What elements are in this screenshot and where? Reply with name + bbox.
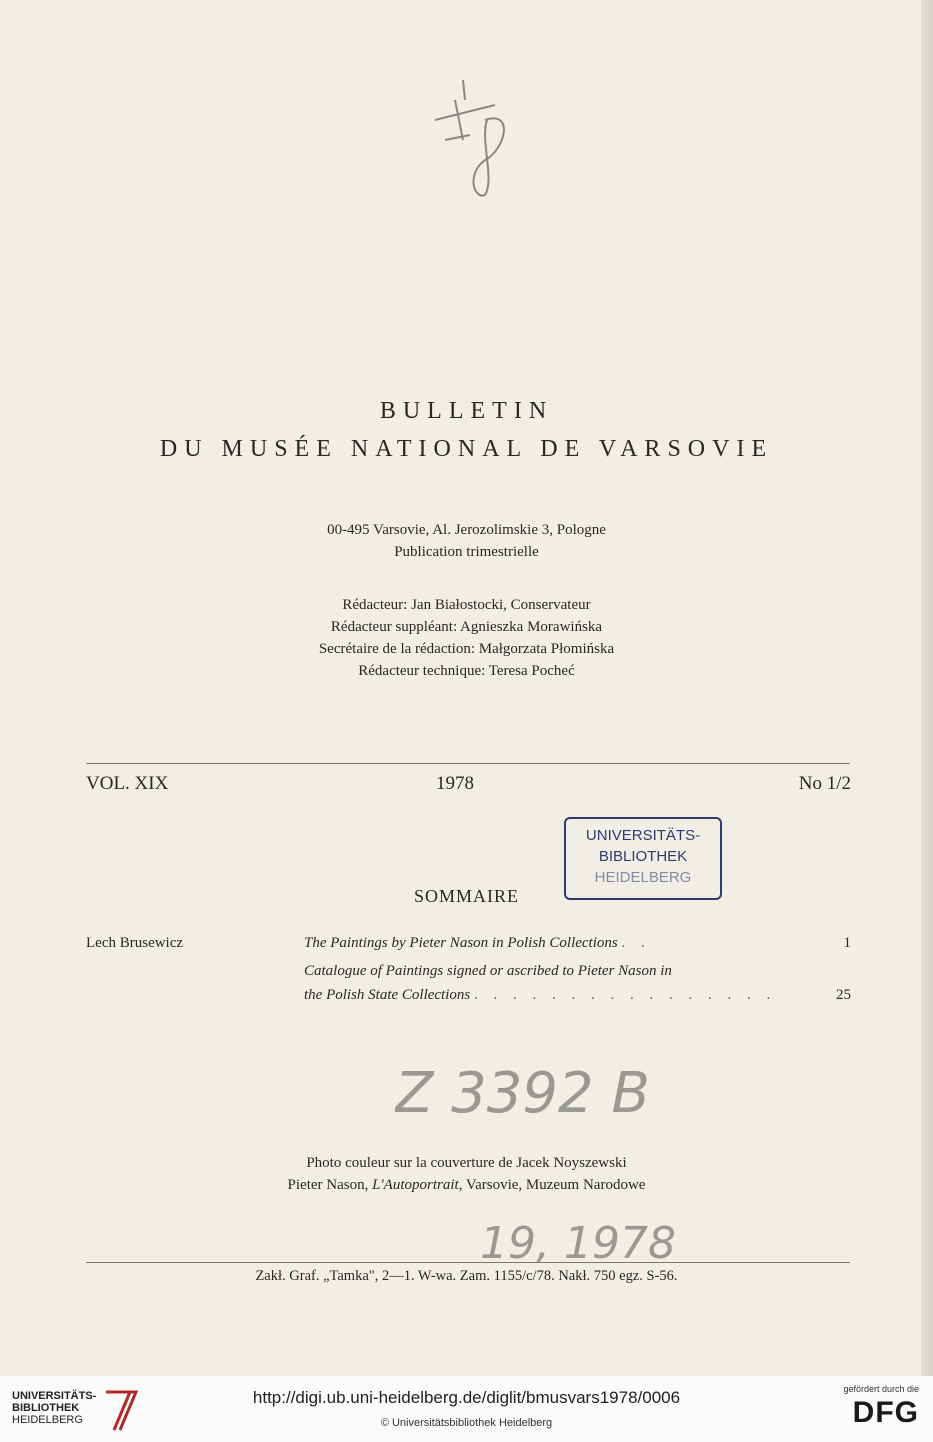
digitization-footer — [0, 1376, 933, 1442]
editorial-board — [0, 594, 933, 682]
editor-line: Rédacteur suppléant: Agnieszka Morawińska — [330, 619, 603, 635]
contents-author: Lech Brusewicz — [86, 935, 184, 951]
divider — [86, 1262, 850, 1263]
address-block — [0, 519, 933, 563]
address-line: 00-495 Varsovie, Al. Jerozolimskie 3, Pologne — [327, 522, 606, 538]
shelfmark-text: Z 3392 B — [395, 1061, 650, 1126]
toc-page-number: 25 — [836, 987, 851, 1003]
editor-line: Rédacteur technique: Teresa Pocheć — [358, 663, 575, 679]
toc-entry-text: The Paintings by Pieter Nason in Polish Collections — [304, 935, 618, 951]
handwritten-top-mark — [425, 80, 525, 210]
museum-title: DU MUSÉE NATIONAL DE VARSOVIE — [159, 436, 774, 462]
volume-note-text: 19, 1978 — [480, 1218, 676, 1269]
stamp-line: BIBLIOTHEK — [598, 848, 688, 865]
permalink[interactable]: http://digi.ub.uni-heidelberg.de/diglit/bmusvars1978/0006 — [252, 1388, 681, 1407]
bulletin-title: BULLETIN — [379, 398, 554, 424]
funding-note: gefördert durch die — [843, 1384, 919, 1394]
copyright-notice: © Universitätsbibliothek Heidelberg — [380, 1417, 553, 1429]
editor-line: Secrétaire de la rédaction: Małgorzata Płomińska — [318, 641, 615, 657]
credit-prefix: Pieter Nason, — [287, 1177, 373, 1193]
leader-dots: . . — [621, 935, 651, 951]
handwritten-volume-note — [480, 1210, 710, 1270]
editor-line: Rédacteur: Jan Białostocki, Conservateur — [342, 597, 591, 613]
issue-year: 1978 — [436, 773, 474, 794]
stamp-line: UNIVERSITÄTS- — [585, 827, 701, 844]
divider — [86, 763, 850, 764]
issue-number: No 1/2 — [798, 773, 851, 794]
publication-frequency: Publication trimestrielle — [394, 544, 539, 560]
photo-credit: Photo couleur sur la couverture de Jacek Noyszewski — [306, 1155, 627, 1171]
leader-dots: . . . . . . . . . . . . . . . . — [473, 987, 777, 1003]
volume-label: VOL. XIX — [86, 773, 169, 794]
library-name-line: UNIVERSITÄTS- — [12, 1390, 97, 1402]
toc-entry-title: Catalogue of Paintings signed or ascribed to Pieter Nason in — [304, 963, 672, 979]
handwritten-shelfmark — [395, 1050, 695, 1130]
toc-page-number: 1 — [843, 935, 851, 951]
toc-entry-text: the Polish State Collections — [304, 987, 471, 1003]
toc-entry-title — [304, 987, 776, 1004]
dfg-logo: DFG — [852, 1396, 919, 1429]
printer-imprint: Zakł. Graf. „Tamka", 2—1. W-wa. Zam. 1155/c/78. Nakł. 750 egz. S-56. — [255, 1268, 678, 1284]
library-name-line: BIBLIOTHEK — [12, 1402, 80, 1414]
contents-heading: SOMMAIRE — [413, 886, 519, 906]
toc-entry-title — [304, 935, 651, 952]
library-name-line: HEIDELBERG — [12, 1414, 83, 1426]
cover-credits — [0, 1152, 933, 1196]
stamp-line: HEIDELBERG — [594, 869, 692, 886]
painting-title: L'Autoportrait — [372, 1177, 459, 1193]
credit-suffix: , Varsovie, Muzeum Narodowe — [458, 1177, 646, 1193]
cover-painting-credit — [0, 1174, 933, 1196]
